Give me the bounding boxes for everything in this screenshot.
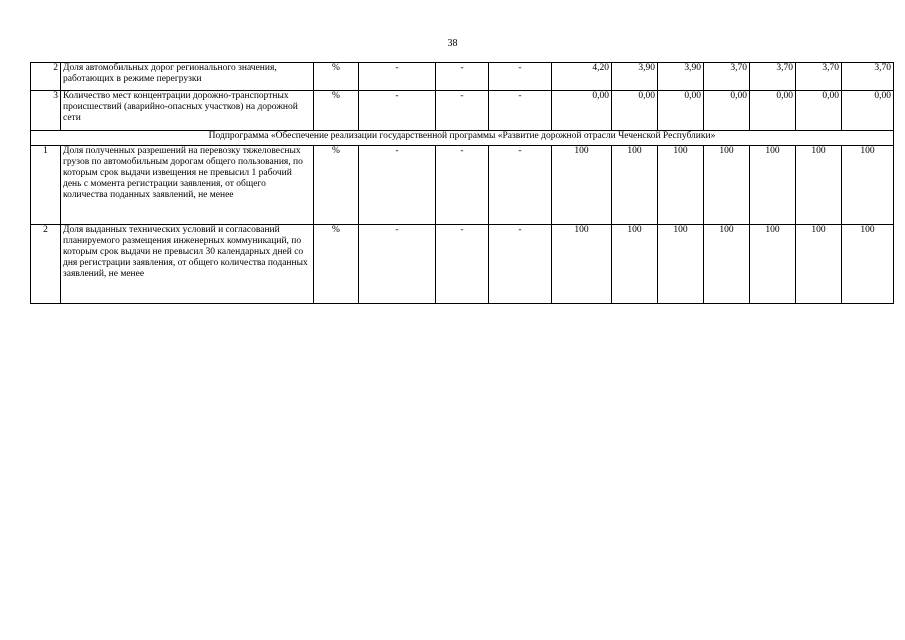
row-description: Количество мест концентрации дорожно-транспортных происшествий (аварийно-опасных участков) на дорожной сети — [61, 91, 314, 131]
row-value: 100 — [612, 225, 658, 304]
row-dash: - — [359, 63, 436, 91]
row-value: 3,70 — [704, 63, 750, 91]
row-value: 0,00 — [552, 91, 612, 131]
row-description: Доля автомобильных дорог регионального значения, работающих в режиме перегрузки — [61, 63, 314, 91]
row-description: Доля полученных разрешений на перевозку тяжеловесных грузов по автомобильным дорогам общего пользования, по которым срок выдачи извещения не превысил 1 рабочий день с момента регистрации заявления, от общего количества поданных заявлений, не менее — [61, 146, 314, 225]
table-row — [31, 63, 894, 91]
row-value: 100 — [842, 146, 894, 225]
subprogram-title: Подпрограмма «Обеспечение реализации государственной программы «Развитие дорожной отрасли Чеченской Республики» — [31, 131, 894, 146]
indicators-table — [30, 62, 894, 304]
row-value: 0,00 — [750, 91, 796, 131]
row-value: 3,70 — [796, 63, 842, 91]
row-dash: - — [436, 63, 489, 91]
row-value: 100 — [658, 146, 704, 225]
row-unit: % — [314, 91, 359, 131]
row-number: 2 — [31, 63, 61, 91]
row-dash: - — [359, 225, 436, 304]
row-value: 3,70 — [842, 63, 894, 91]
row-dash: - — [359, 146, 436, 225]
table-row — [31, 225, 894, 304]
row-unit: % — [314, 63, 359, 91]
row-dash: - — [359, 91, 436, 131]
row-value: 100 — [842, 225, 894, 304]
row-value: 100 — [750, 225, 796, 304]
row-value: 100 — [796, 146, 842, 225]
subprogram-row — [31, 131, 894, 146]
row-value: 3,90 — [612, 63, 658, 91]
row-value: 100 — [658, 225, 704, 304]
row-value: 100 — [612, 146, 658, 225]
table-row — [31, 146, 894, 225]
row-value: 0,00 — [842, 91, 894, 131]
row-value: 0,00 — [704, 91, 750, 131]
row-dash: - — [436, 225, 489, 304]
row-value: 0,00 — [612, 91, 658, 131]
row-value: 100 — [796, 225, 842, 304]
row-unit: % — [314, 146, 359, 225]
page-number: 38 — [447, 38, 458, 49]
row-number: 1 — [31, 146, 61, 225]
row-value: 100 — [552, 146, 612, 225]
row-unit: % — [314, 225, 359, 304]
row-dash: - — [436, 91, 489, 131]
row-value: 100 — [704, 225, 750, 304]
row-value: 3,70 — [750, 63, 796, 91]
row-value: 0,00 — [796, 91, 842, 131]
row-dash: - — [489, 225, 552, 304]
row-value: 100 — [750, 146, 796, 225]
row-value: 100 — [704, 146, 750, 225]
row-value: 0,00 — [658, 91, 704, 131]
row-value: 4,20 — [552, 63, 612, 91]
row-number: 2 — [31, 225, 61, 304]
row-value: 100 — [552, 225, 612, 304]
row-number: 3 — [31, 91, 61, 131]
table-row — [31, 91, 894, 131]
row-description: Доля выданных технических условий и согласований планируемого размещения инженерных коммуникаций, по которым срок выдачи не превысил 30 календарных дней со дня регистрации заявления, от общего количества поданных заявлений, не менее — [61, 225, 314, 304]
row-dash: - — [489, 146, 552, 225]
row-dash: - — [489, 63, 552, 91]
row-value: 3,90 — [658, 63, 704, 91]
row-dash: - — [436, 146, 489, 225]
row-dash: - — [489, 91, 552, 131]
